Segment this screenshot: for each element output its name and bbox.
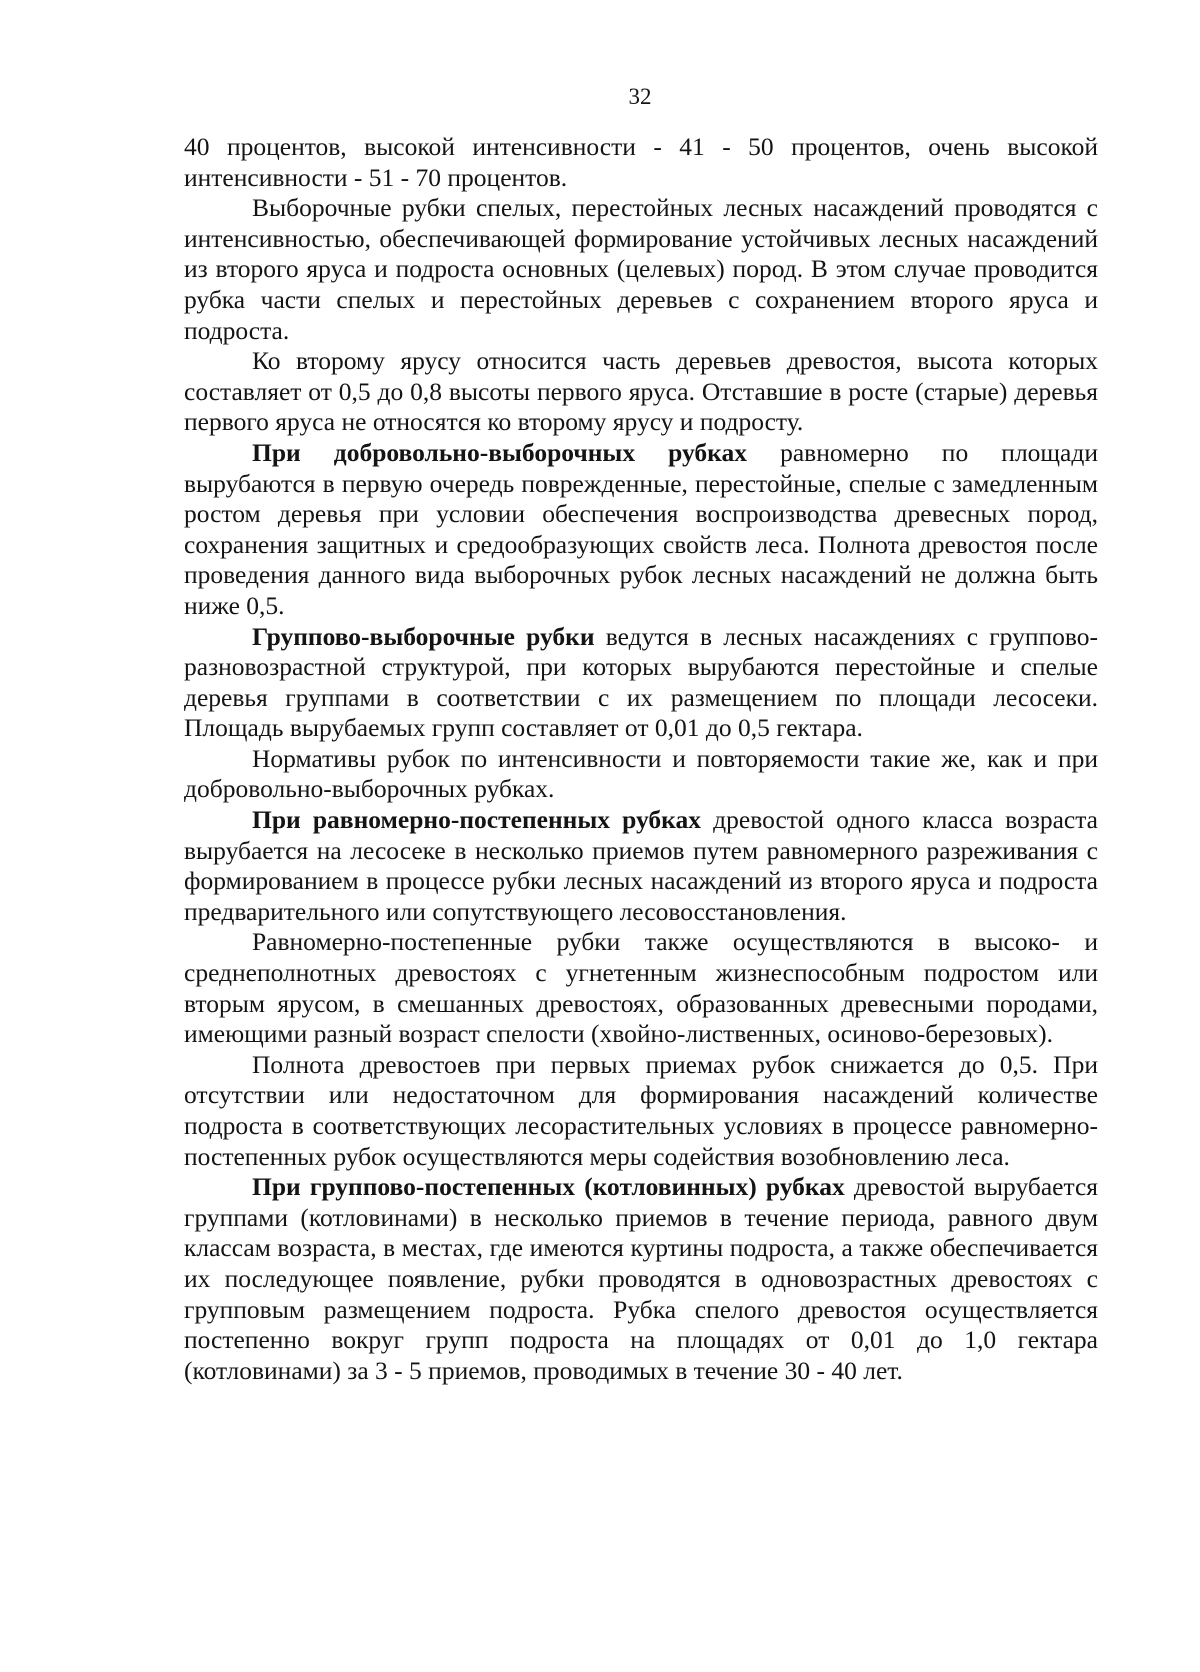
paragraph-5	[184, 622, 1098, 744]
paragraph-10-text: древостой вырубается группами (котловинами) в несколько приемов в течение периода, равного двум классам возраста, в местах, где имеются куртины подроста, а также обеспечивается их последующее появление, рубки проводятся в одновозрастных древостоях с групповым размещением подроста. Рубка спелого древостоя осуществляется постепенно вокруг групп подроста на площадях от 0,01 до 1,0 гектара (котловинами) за 3 - 5 приемов, проводимых в течение 30 - 40 лет.	[184, 1172, 1098, 1385]
paragraph-2-text: Выборочные рубки спелых, перестойных лесных насаждений проводятся с интенсивностью, обеспечивающей формирование устойчивых лесных насаждений из второго яруса и подроста основных (целевых) пород. В этом случае проводится рубка части спелых и перестойных деревьев с сохранением второго яруса и подроста.	[184, 193, 1098, 345]
paragraph-9-text: Полнота древостоев при первых приемах рубок снижается до 0,5. При отсутствии или недостаточном для формирования насаждений количестве подроста в соответствующих лесорастительных условиях в процессе равномерно-постепенных рубок осуществляются меры содействия возобновлению леса.	[184, 1049, 1098, 1171]
paragraph-5-text: ведутся в лесных насаждениях с группово-разновозрастной структурой, при которых вырубаются перестойные и спелые деревья группами в соответствии с их размещением по площади лесосеки. Площадь вырубаемых групп составляет от 0,01 до 0,5 гектара.	[184, 621, 1098, 743]
paragraph-7	[184, 805, 1098, 927]
paragraph-3-text: Ко второму ярусу относится часть деревьев древостоя, высота которых составляет от 0,5 до 0,8 высоты первого яруса. Отставшие в росте (старые) деревья первого яруса не относятся ко второму ярусу и подросту.	[184, 346, 1098, 437]
paragraph-7-text: древостой одного класса возраста вырубается на лесосеке в несколько приемов путем равномерного разреживания с формированием в процессе рубки лесных насаждений из второго яруса и подроста предварительного или сопутствующего лесовосстановления.	[184, 805, 1098, 926]
page-number: 32	[628, 84, 652, 109]
paragraph-10-bold-lead: При группово-постепенных (котловинных) рубках	[252, 1172, 845, 1202]
paragraph-4-text: равномерно по площади вырубаются в первую очередь поврежденные, перестойные, спелые с замедленным ростом деревья при условии обеспечения воспроизводства древесных пород, сохранения защитных и средообразующих свойств леса. Полнота древостоя после проведения данного вида выборочных рубок лесных насаждений не должна быть ниже 0,5.	[184, 437, 1098, 620]
paragraph-8	[184, 927, 1098, 1049]
paragraph-4-bold-lead: При добровольно-выборочных рубках	[252, 437, 747, 467]
document-body	[184, 132, 1098, 1386]
paragraph-1-text: 40 процентов, высокой интенсивности - 41 - 50 процентов, очень высокой интенсивности - 51 - 70 процентов.	[184, 132, 1098, 192]
paragraph-1	[184, 132, 1098, 193]
paragraph-6-text: Нормативы рубок по интенсивности и повторяемости такие же, как и при добровольно-выборочных рубках.	[184, 743, 1098, 804]
paragraph-2	[184, 193, 1098, 346]
paragraph-7-bold-lead: При равномерно-постепенных рубках	[252, 805, 701, 835]
paragraph-10	[184, 1172, 1098, 1386]
paragraph-9	[184, 1050, 1098, 1172]
paragraph-6	[184, 744, 1098, 805]
paragraph-4	[184, 438, 1098, 622]
paragraph-3	[184, 346, 1098, 438]
paragraph-8-text: Равномерно-постепенные рубки также осуществляются в высоко- и среднеполнотных древостоях с угнетенным жизнеспособным подростом или вторым ярусом, в смешанных древостоях, образованных древесными породами, имеющими разный возраст спелости (хвойно-лиственных, осиново-березовых).	[184, 927, 1098, 1049]
paragraph-5-bold-lead: Группово-выборочные рубки	[252, 621, 595, 651]
